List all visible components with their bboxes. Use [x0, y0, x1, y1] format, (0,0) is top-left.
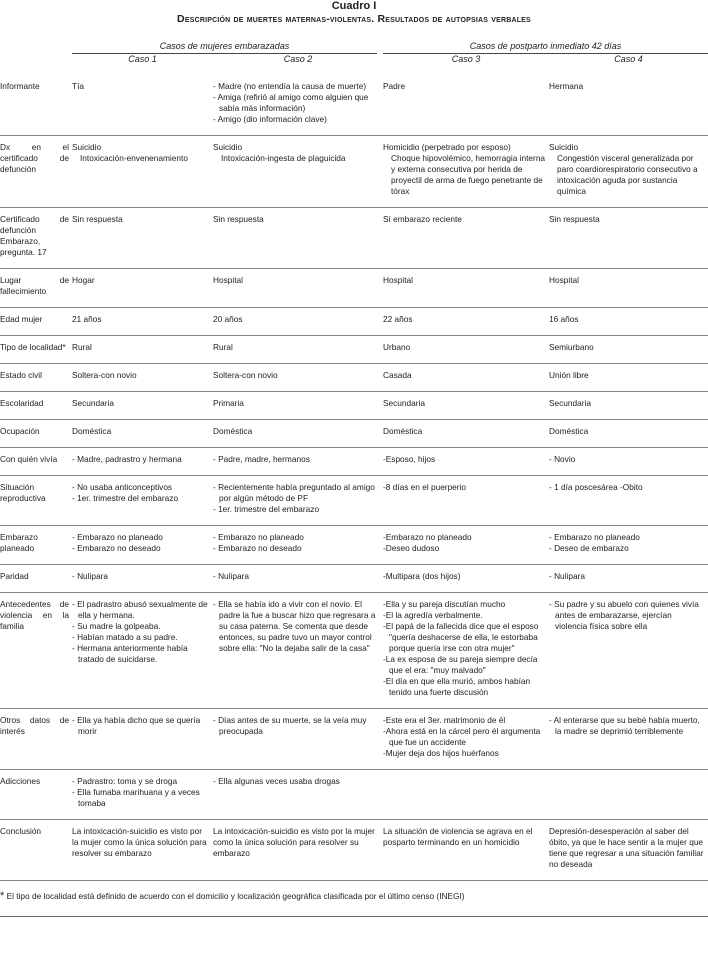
row-label: Edad mujer [0, 308, 72, 336]
cell-item: Doméstica [549, 426, 589, 436]
cell-item: 22 años [383, 314, 413, 324]
cell-case-2 [213, 448, 383, 476]
cell-item: -Ella y su pareja discutían mucho [383, 599, 506, 609]
cell-item: - Días antes de su muerte, se la veía muy preocupada [213, 715, 367, 736]
cell-case-2 [213, 75, 383, 136]
cell-case-3 [383, 308, 549, 336]
cell-item: - Nulipara [72, 571, 108, 581]
cell-case-4 [549, 208, 708, 269]
cell-item: - Padre, madre, hermanos [213, 454, 310, 464]
cell-item: Soltera-con novio [72, 370, 137, 380]
cell-case-4 [549, 420, 708, 448]
cell-case-2 [213, 364, 383, 392]
cell-item: Sí embarazo reciente [383, 214, 462, 224]
cell-item: Hermana [549, 81, 584, 91]
cell-case-3 [383, 75, 549, 136]
cell-case-3 [383, 770, 549, 820]
cell-case-2 [213, 420, 383, 448]
cell-case-1 [72, 269, 213, 308]
cell-item: - Amigo (dio información clave) [213, 114, 327, 124]
cell-item: Sin respuesta [549, 214, 600, 224]
table-row [0, 208, 708, 269]
row-label: Conclusión [0, 820, 72, 881]
row-label: Dx en el certificado de defunción [0, 136, 72, 208]
cell-case-3 [383, 448, 549, 476]
cell-case-1 [72, 593, 213, 709]
cell-case-3 [383, 392, 549, 420]
cell-item: - Novio [549, 454, 576, 464]
cell-item: 16 años [549, 314, 579, 324]
table-subtitle: Descripción de muertes maternas-violentas. Resultados de autopsias verbales [177, 13, 531, 25]
cell-case-1 [72, 364, 213, 392]
cell-item: -Esposo, hijos [383, 454, 436, 464]
cell-case-4 [549, 392, 708, 420]
cell-case-3 [383, 526, 549, 565]
cell-case-1 [72, 208, 213, 269]
footnote-mark: * [0, 890, 5, 902]
cell-case-2 [213, 565, 383, 593]
table-row [0, 526, 708, 565]
cell-case-2 [213, 476, 383, 526]
cell-case-3 [383, 820, 549, 881]
cell-item: Casada [383, 370, 412, 380]
cell-item: - Recientemente había preguntado al amigo por algún método de PF [213, 482, 375, 503]
cell-case-2 [213, 308, 383, 336]
cell-item: Tía [72, 81, 84, 91]
cell-item: -Multipara (dos hijos) [383, 571, 461, 581]
cell-item: Homicidio (perpetrado por esposo) [383, 142, 511, 152]
cell-case-4 [549, 565, 708, 593]
cell-case-1 [72, 420, 213, 448]
cell-item: - Nulipara [213, 571, 249, 581]
cell-item: 20 años [213, 314, 243, 324]
cell-item: Secundaria [383, 398, 425, 408]
cell-case-4 [549, 709, 708, 770]
cell-item: 21 años [72, 314, 102, 324]
cell-case-1 [72, 526, 213, 565]
cell-case-4 [549, 770, 708, 820]
cell-case-1 [72, 392, 213, 420]
cell-case-2 [213, 709, 383, 770]
cell-item: - Madre, padrastro y hermana [72, 454, 182, 464]
column-group-header [0, 41, 708, 75]
cell-case-3 [383, 476, 549, 526]
cell-item: Suicidio [213, 142, 243, 152]
cell-item: -Deseo dudoso [383, 543, 440, 553]
cell-case-3 [383, 593, 549, 709]
row-label: Paridad [0, 565, 72, 593]
cell-item: Intoxicación-envenenamiento [80, 153, 188, 163]
cell-case-3 [383, 136, 549, 208]
cell-item: Padre [383, 81, 406, 91]
cell-item: Hospital [549, 275, 579, 285]
cell-item: -El la agredía verbalmente. [383, 610, 483, 620]
cell-case-4 [549, 526, 708, 565]
cell-item: - Al enterarse que su bebé había muerto, la madre se deprimió terriblemente [549, 715, 700, 736]
cell-case-1 [72, 476, 213, 526]
cell-item: -8 días en el puerperio [383, 482, 467, 492]
footnote-text: El tipo de localidad está definido de acuerdo con el domicilio y localización geográfica clasificada por el último censo (INEGI) [6, 891, 465, 901]
row-label: Otros datos de interés [0, 709, 72, 770]
cell-case-3 [383, 420, 549, 448]
cell-item: Hogar [72, 275, 95, 285]
cell-item: Secundaria [549, 398, 591, 408]
table-row [0, 269, 708, 308]
cell-case-1 [72, 308, 213, 336]
cell-item: - Embarazo no planeado [72, 532, 163, 542]
cell-item: - Ella se había ido a vivir con el novio. El padre la fue a buscar hizo que regresara a su casa paterna. Se comenta que desde entonces, su padre tuvo un mayor control sobre ella: "No la dejaba salir de la casa" [213, 599, 376, 653]
cell-item: La situación de violencia se agrava en el posparto terminando en un homicidio [383, 826, 533, 847]
table-title: Cuadro I [331, 0, 377, 12]
cell-case-1 [72, 565, 213, 593]
cell-item: -El día en que ella murió, ambos habían tenido una fuerte discusión [383, 676, 531, 697]
cases-table [0, 75, 708, 881]
row-label: Estado civil [0, 364, 72, 392]
cell-item: Congestión visceral generalizada por paro coardiorespiratorio consecutivo a intoxicación aguda por sustancia química [557, 153, 698, 196]
group-pregnant: Casos de mujeres embarazadas [72, 41, 377, 54]
cell-case-4 [549, 336, 708, 364]
cell-item: - Hermana anteriormente había tratado de suicidarse. [72, 643, 188, 664]
cell-item: - Ella algunas veces usaba drogas [213, 776, 340, 786]
cell-case-2 [213, 820, 383, 881]
cell-item: Choque hipovolémico, hemorragia interna y externa consecutiva por herida de proyectil de arma de fuego penetrante de tórax [391, 153, 546, 196]
cell-item: Sin respuesta [213, 214, 264, 224]
row-label: Antecedentes de violencia en la familia [0, 593, 72, 709]
row-label: Situación reproductiva [0, 476, 72, 526]
cell-item: - Amiga (refirió al amigo como alguien que sabía más información) [213, 92, 369, 113]
cell-case-4 [549, 476, 708, 526]
table-row [0, 593, 708, 709]
table-row [0, 770, 708, 820]
row-label: Tipo de localidad* [0, 336, 72, 364]
case-4-header: Caso 4 [614, 54, 643, 64]
cell-case-4 [549, 448, 708, 476]
case-2-header: Caso 2 [283, 54, 313, 64]
row-label: Escolaridad [0, 392, 72, 420]
cell-case-4 [549, 593, 708, 709]
cell-case-1 [72, 448, 213, 476]
table-row [0, 448, 708, 476]
cell-case-3 [383, 208, 549, 269]
cell-item: Doméstica [213, 426, 253, 436]
cell-item: Doméstica [72, 426, 112, 436]
cell-item: La intoxicación-suicidio es visto por la mujer como la única solución para resolver su embarazo [213, 826, 375, 858]
cell-item: - Ella fumaba marihuana y a veces tomaba [72, 787, 200, 808]
row-label: Embarazo planeado [0, 526, 72, 565]
cell-item: - Deseo de embarazo [549, 543, 629, 553]
cell-item: - Nulipara [549, 571, 585, 581]
cell-item: Doméstica [383, 426, 423, 436]
case-1-header: Caso 1 [128, 54, 157, 64]
cell-item: - No usaba anticonceptivos [72, 482, 173, 492]
case-3-header: Caso 3 [451, 54, 481, 64]
cell-case-2 [213, 392, 383, 420]
cell-item: - Madre (no entendía la causa de muerte) [213, 81, 367, 91]
cell-item: - Habían matado a su padre. [72, 632, 178, 642]
cell-item: - Su padre y su abuelo con quienes vivía antes de embarazarse, ejercían violencia física sobre ella [549, 599, 699, 631]
cell-case-3 [383, 336, 549, 364]
cell-item: Rural [72, 342, 92, 352]
cell-item: Sin respuesta [72, 214, 123, 224]
cell-case-4 [549, 364, 708, 392]
cell-item: Suicidio [549, 142, 579, 152]
table-row [0, 308, 708, 336]
cell-case-2 [213, 336, 383, 364]
row-label: Informante [0, 75, 72, 136]
cell-case-3 [383, 709, 549, 770]
row-label: Certificado de defunción Embarazo, pregunta. 17 [0, 208, 72, 269]
cell-case-2 [213, 593, 383, 709]
cell-item: Urbano [383, 342, 411, 352]
cell-case-2 [213, 269, 383, 308]
table-row [0, 364, 708, 392]
table-row [0, 476, 708, 526]
group-postpartum: Casos de postparto inmediato 42 días [383, 41, 708, 54]
cell-item: Semiurbano [549, 342, 594, 352]
row-label: Adicciones [0, 770, 72, 820]
cell-item: - Embarazo no planeado [549, 532, 640, 542]
cell-case-3 [383, 565, 549, 593]
cell-item: - 1 día poscesárea -Obito [549, 482, 643, 492]
cell-item: Secundaria [72, 398, 114, 408]
cell-case-2 [213, 208, 383, 269]
cell-item: -Ahora está en la cárcel pero él argumenta que fue un accidente [383, 726, 541, 747]
cell-item: Hospital [213, 275, 243, 285]
cell-item: - Ella ya había dicho que se quería morir [72, 715, 201, 736]
row-label: Lugar de fallecimiento [0, 269, 72, 308]
cell-case-4 [549, 75, 708, 136]
table-row [0, 392, 708, 420]
table-row [0, 420, 708, 448]
cell-case-3 [383, 269, 549, 308]
cell-item: -Embarazo no planeado [383, 532, 472, 542]
row-label: Ocupación [0, 420, 72, 448]
table-row [0, 709, 708, 770]
cell-case-2 [213, 770, 383, 820]
cell-case-3 [383, 364, 549, 392]
cell-case-4 [549, 269, 708, 308]
cell-item: - Embarazo no deseado [213, 543, 302, 553]
table-row [0, 75, 708, 136]
cell-case-1 [72, 75, 213, 136]
cell-item: -Este era el 3er. matrimonio de él [383, 715, 506, 725]
cell-item: Intoxicación-ingesta de plaguicida [221, 153, 346, 163]
footnote [0, 881, 708, 917]
cell-item: Depresión-desesperación al saber del óbito, ya que le hace sentir a la mujer que tiene que regresar a una situación familiar no deseada [549, 826, 704, 869]
cell-item: Rural [213, 342, 233, 352]
cell-item: - 1er. trimestre del embarazo [213, 504, 320, 514]
cell-case-1 [72, 336, 213, 364]
table-row [0, 336, 708, 364]
cell-item: Unión libre [549, 370, 589, 380]
cell-item: - El padrastro abusó sexualmente de ella y hermana. [72, 599, 208, 620]
cell-item: Soltera-con novio [213, 370, 278, 380]
cell-item: Suicidio [72, 142, 102, 152]
cell-item: Primaria [213, 398, 244, 408]
cell-item: -La ex esposa de su pareja siempre decía que el era: "muy malvado" [383, 654, 538, 675]
cell-item: -El papá de la fallecida dice que el esposo "quería deshacerse de ella, le estorbaba porque quería irse con otra mujer" [383, 621, 539, 653]
cell-item: - Embarazo no deseado [72, 543, 161, 553]
cell-case-1 [72, 136, 213, 208]
cell-item: -Mujer deja dos hijos huérfanos [383, 748, 499, 758]
cell-case-4 [549, 136, 708, 208]
cell-case-4 [549, 308, 708, 336]
table-row [0, 136, 708, 208]
table-row [0, 565, 708, 593]
cell-item: - Padrastro: toma y se droga [72, 776, 178, 786]
row-label: Con quién vivía [0, 448, 72, 476]
table-row [0, 820, 708, 881]
cell-item: - 1er. trimestre del embarazo [72, 493, 179, 503]
cell-item: - Embarazo no planeado [213, 532, 304, 542]
cell-case-1 [72, 709, 213, 770]
cell-case-4 [549, 820, 708, 881]
cell-item: La intoxicación-suicidio es visto por la mujer como la única solución para resolver su embarazo [72, 826, 207, 858]
cell-case-2 [213, 526, 383, 565]
cell-item: Hospital [383, 275, 413, 285]
cell-case-1 [72, 770, 213, 820]
cell-case-1 [72, 820, 213, 881]
cell-case-2 [213, 136, 383, 208]
cell-item: - Su madre la golpeaba. [72, 621, 161, 631]
